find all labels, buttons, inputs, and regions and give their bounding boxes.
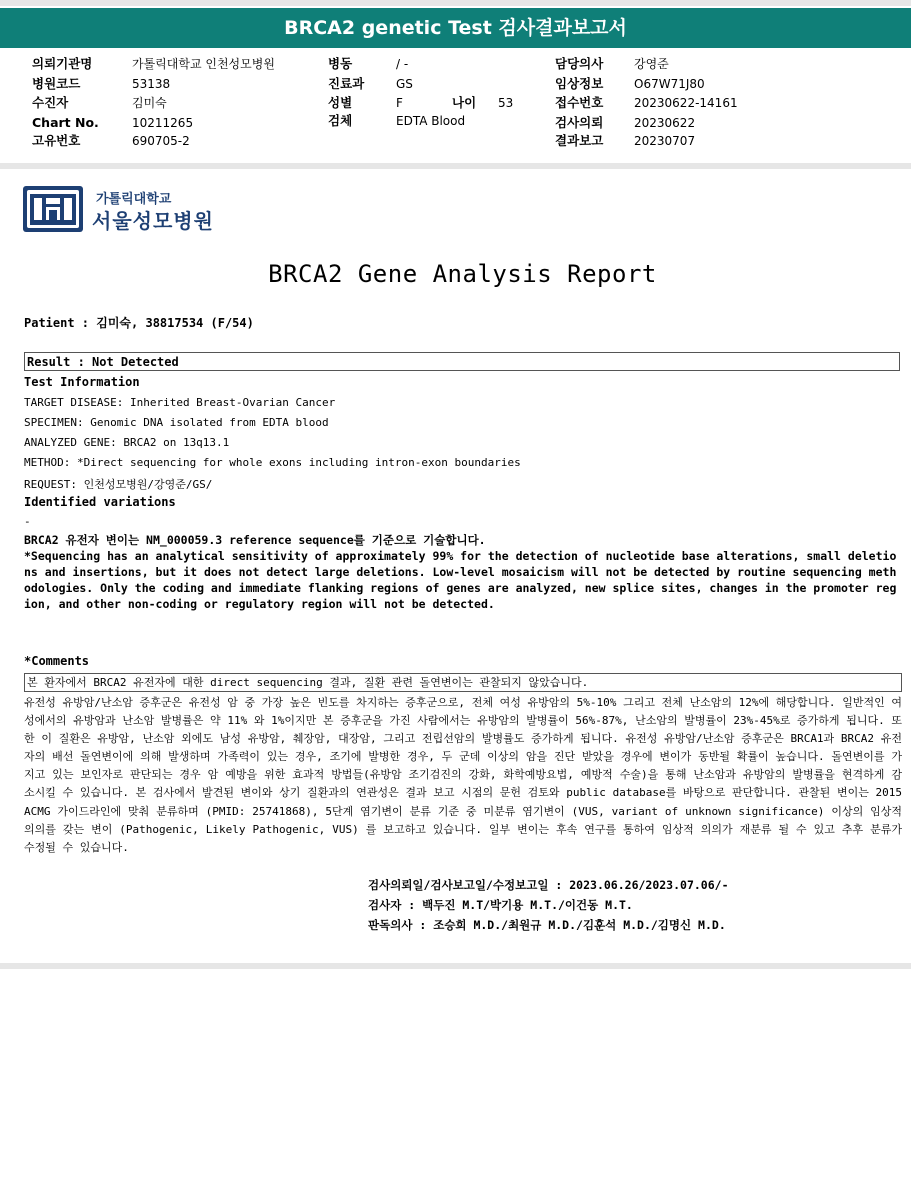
report-title: BRCA2 Gene Analysis Report (268, 260, 657, 288)
label-requesting-institution: 의뢰기관명 (32, 56, 93, 71)
value-clinical-info: O67W71J80 (634, 77, 705, 91)
page-title: BRCA2 genetic Test 검사결과보고서 (0, 8, 911, 48)
label-department: 진료과 (328, 76, 365, 91)
value-hospital-code: 53138 (132, 77, 171, 91)
identified-variations-value: - (24, 515, 31, 528)
label-result-report: 결과보고 (555, 133, 604, 148)
method-line: METHOD: *Direct sequencing for whole exons including intron-exon boundaries (24, 456, 521, 469)
value-test-request: 20230622 (634, 116, 696, 130)
label-sex: 성별 (328, 95, 353, 110)
patient-line: Patient : 김미숙, 38817534 (F/54) (24, 316, 254, 330)
label-clinical-info: 임상정보 (555, 76, 604, 91)
section-divider (0, 163, 911, 169)
label-specimen: 검체 (328, 113, 353, 128)
logo-university-name: 가톨릭대학교 (96, 192, 172, 207)
value-specimen: EDTA Blood (396, 114, 466, 128)
target-disease-line: TARGET DISEASE: Inherited Breast-Ovarian Cancer (24, 396, 336, 409)
comment-paragraph: 유전성 유방암/난소암 증후군은 유전성 암 중 가장 높은 빈도를 차지하는 증후군으로, 전체 여성 유방암의 5%-10% 그리고 전체 난소암의 12%에 해당합니다. 일반적인 여성에서의 유방암과 난소암 발병률은 약 11% 와 1%이지만 본 증후군을 가진 사람에서는 유방암의 발병률이 56%-87%, 난소암의 발병률이 23%-45%로 증가하게 됩니다. 또한 이 질환은 유방암, 난소암 외에도 남성 유방암, 췌장암, 대장암, 그리고 전립선암의 발병률도 증가하게 됩니다. 유전성 유방암/난소암 증후군은 BRCA1과 BRCA2 유전자의 배선 돌연변이에 의해 발생하며 가족력이 있는 경우, 조기에 발병한 경우, 두 군데 이상의 암을 진단 받았을 경우에 변이가 동반될 확률이 높습니다. 돌연변이를 가지고 있는 보인자로 판단되는 경우 암 예방을 위한 효과적 방법들(유방암 조기검진의 강화, 화학예방요법, 예방적 수술)을 통해 난소암과 유방암의 발병률을 현격하게 감소시킬 수 있습니다. 본 검사에서 발견된 변이와 상기 질환과의 연관성은 결과 보고 시점의 문헌 검토와 public database를 바탕으로 판단합니다. 관찰된 변이는 2015 ACMG 가이드라인에 맞춰 분류하며 (PMID: 25741868), 5단계 염기변이 분류 기준 중 미분류 염기변이 (VUS, variant of unknown significance) 이상의 임상적 의의를 갖는 변이 (Pathogenic, Likely Pathogenic, VUS) 를 보고하고 있습니다. 일부 변이는 후속 연구를 통하여 임상적 의의가 재분류 될 수 있고 추후 분류가 수정될 수 있습니다. (24, 696, 902, 854)
analyzed-gene-line: ANALYZED GENE: BRCA2 on 13q13.1 (24, 436, 230, 449)
label-receipt-no: 접수번호 (555, 95, 604, 110)
label-test-request: 검사의뢰 (555, 115, 604, 130)
patient-info-panel (0, 52, 911, 156)
label-chart-no: Chart No. (32, 115, 99, 130)
result-box: Result : Not Detected (24, 352, 900, 371)
value-department: GS (396, 77, 413, 91)
value-examinee: 김미숙 (132, 96, 167, 110)
label-ward: 병동 (328, 56, 353, 71)
test-information-heading: Test Information (24, 375, 140, 389)
label-hospital-code: 병원코드 (32, 76, 81, 91)
value-ward: / - (396, 57, 409, 71)
identified-variations-heading: Identified variations (24, 495, 176, 509)
label-unique-id: 고유번호 (32, 133, 81, 148)
request-line: REQUEST: 인천성모병원/강영준/GS/ (24, 478, 213, 491)
supervisors-line: 판독의사 : 조승희 M.D./최원규 M.D./김훈석 M.D./김명신 M.D. (368, 918, 726, 932)
value-requesting-institution: 가톨릭대학교 인천성모병원 (132, 57, 275, 71)
value-age: 53 (498, 96, 514, 110)
value-result-report: 20230707 (634, 134, 696, 148)
logo-hospital-name: 서울성모병원 (92, 209, 214, 233)
hospital-logo (22, 185, 222, 235)
label-examinee: 수진자 (32, 95, 69, 110)
comments-heading: *Comments (24, 654, 90, 668)
value-chart-no: 10211265 (132, 116, 194, 130)
value-unique-id: 690705-2 (132, 134, 190, 148)
top-border (0, 0, 911, 6)
sensitivity-note: *Sequencing has an analytical sensitivity of approximately 99% for the detection of nucleotide base alterations, small deletions and insertions, but it does not detect large deletions. Low-level mosaicism will not be detected by routine sequencing methodologies. Only the coding and immediate flanking regions of genes are analyzed, new splice sites, changes in the promoter region, and other non-coding or regulatory region will not be detected. (24, 549, 897, 611)
label-physician: 담당의사 (555, 56, 604, 71)
value-receipt-no: 20230622-14161 (634, 96, 738, 110)
reference-sequence-note: BRCA2 유전자 변이는 NM_000059.3 reference sequence를 기준으로 기술합니다. (24, 533, 486, 547)
value-physician: 강영준 (634, 57, 669, 71)
hospital-emblem-icon (22, 185, 86, 233)
report-dates: 검사의뢰일/검사보고일/수정보고일 : 2023.06.26/2023.07.06/- (368, 878, 729, 892)
footer-divider (0, 963, 911, 969)
testers-line: 검사자 : 백두진 M.T/박기용 M.T./이건동 M.T. (368, 898, 633, 912)
label-age: 나이 (452, 95, 477, 110)
specimen-line: SPECIMEN: Genomic DNA isolated from EDTA blood (24, 416, 329, 429)
value-sex: F (396, 96, 403, 110)
comment-summary-box: 본 환자에서 BRCA2 유전자에 대한 direct sequencing 결과, 질환 관련 돌연변이는 관찰되지 않았습니다. (24, 673, 902, 692)
